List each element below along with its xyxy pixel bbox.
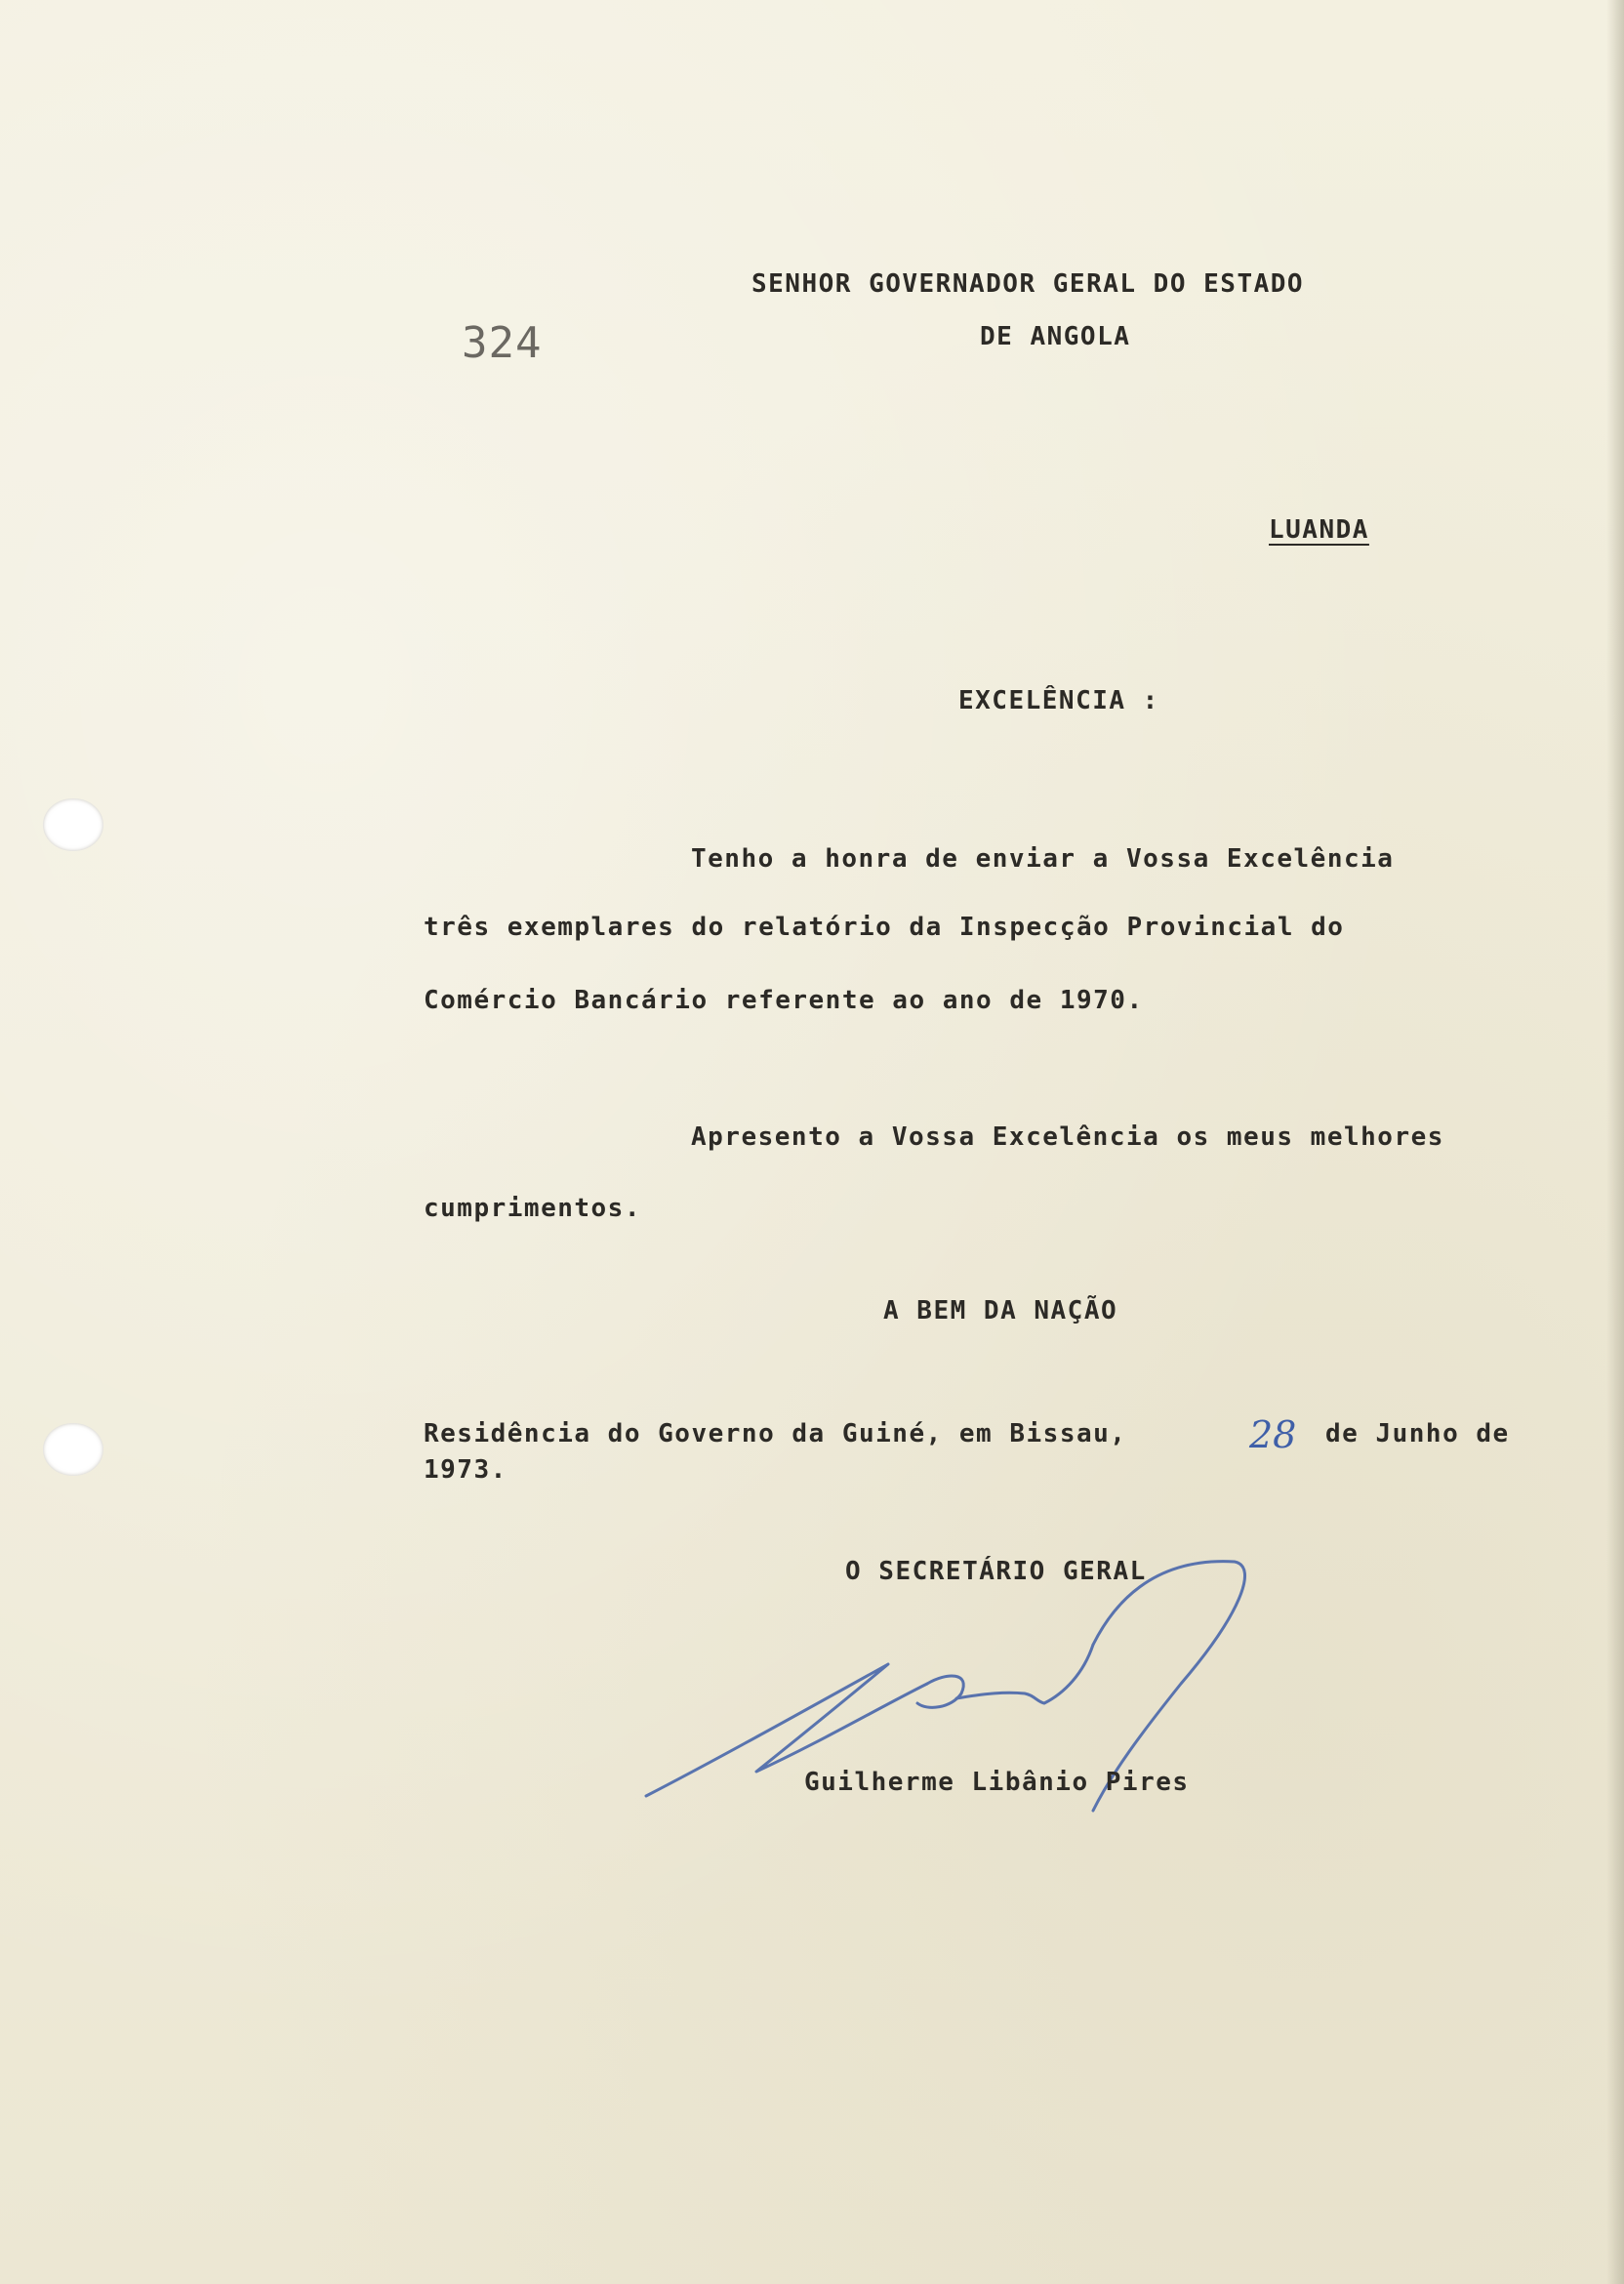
place-date-suffix: de Junho de (1325, 1419, 1510, 1448)
paragraph-1-line-2: três exemplares do relatório da Inspecção Provincial do (424, 913, 1345, 942)
page-edge-shadow (1606, 0, 1624, 2284)
paragraph-1-line-3: Comércio Bancário referente ao ano de 1970. (424, 986, 1144, 1015)
handwritten-day: 28 (1249, 1413, 1297, 1456)
closing-motto: A BEM DA NAÇÃO (883, 1296, 1118, 1326)
punch-hole-bottom (43, 1423, 103, 1476)
place-date-year: 1973. (424, 1455, 508, 1485)
addressee-line-1: SENHOR GOVERNADOR GERAL DO ESTADO (751, 269, 1305, 299)
paragraph-2-line-1: Apresento a Vossa Excelência os meus melhores (691, 1122, 1444, 1152)
paragraph-1-line-1: Tenho a honra de enviar a Vossa Excelência (691, 844, 1395, 874)
salutation: EXCELÊNCIA : (958, 686, 1159, 715)
signatory-title: O SECRETÁRIO GERAL (845, 1557, 1147, 1586)
file-number: 324 (462, 318, 543, 368)
paragraph-2-line-2: cumprimentos. (424, 1194, 641, 1223)
place-date-prefix: Residência do Governo da Guiné, em Bissau, (424, 1419, 1127, 1448)
signatory-name: Guilherme Libânio Pires (804, 1768, 1190, 1797)
destination-city: LUANDA (1269, 515, 1369, 545)
punch-hole-top (43, 798, 103, 851)
addressee-line-2: DE ANGOLA (980, 322, 1131, 351)
